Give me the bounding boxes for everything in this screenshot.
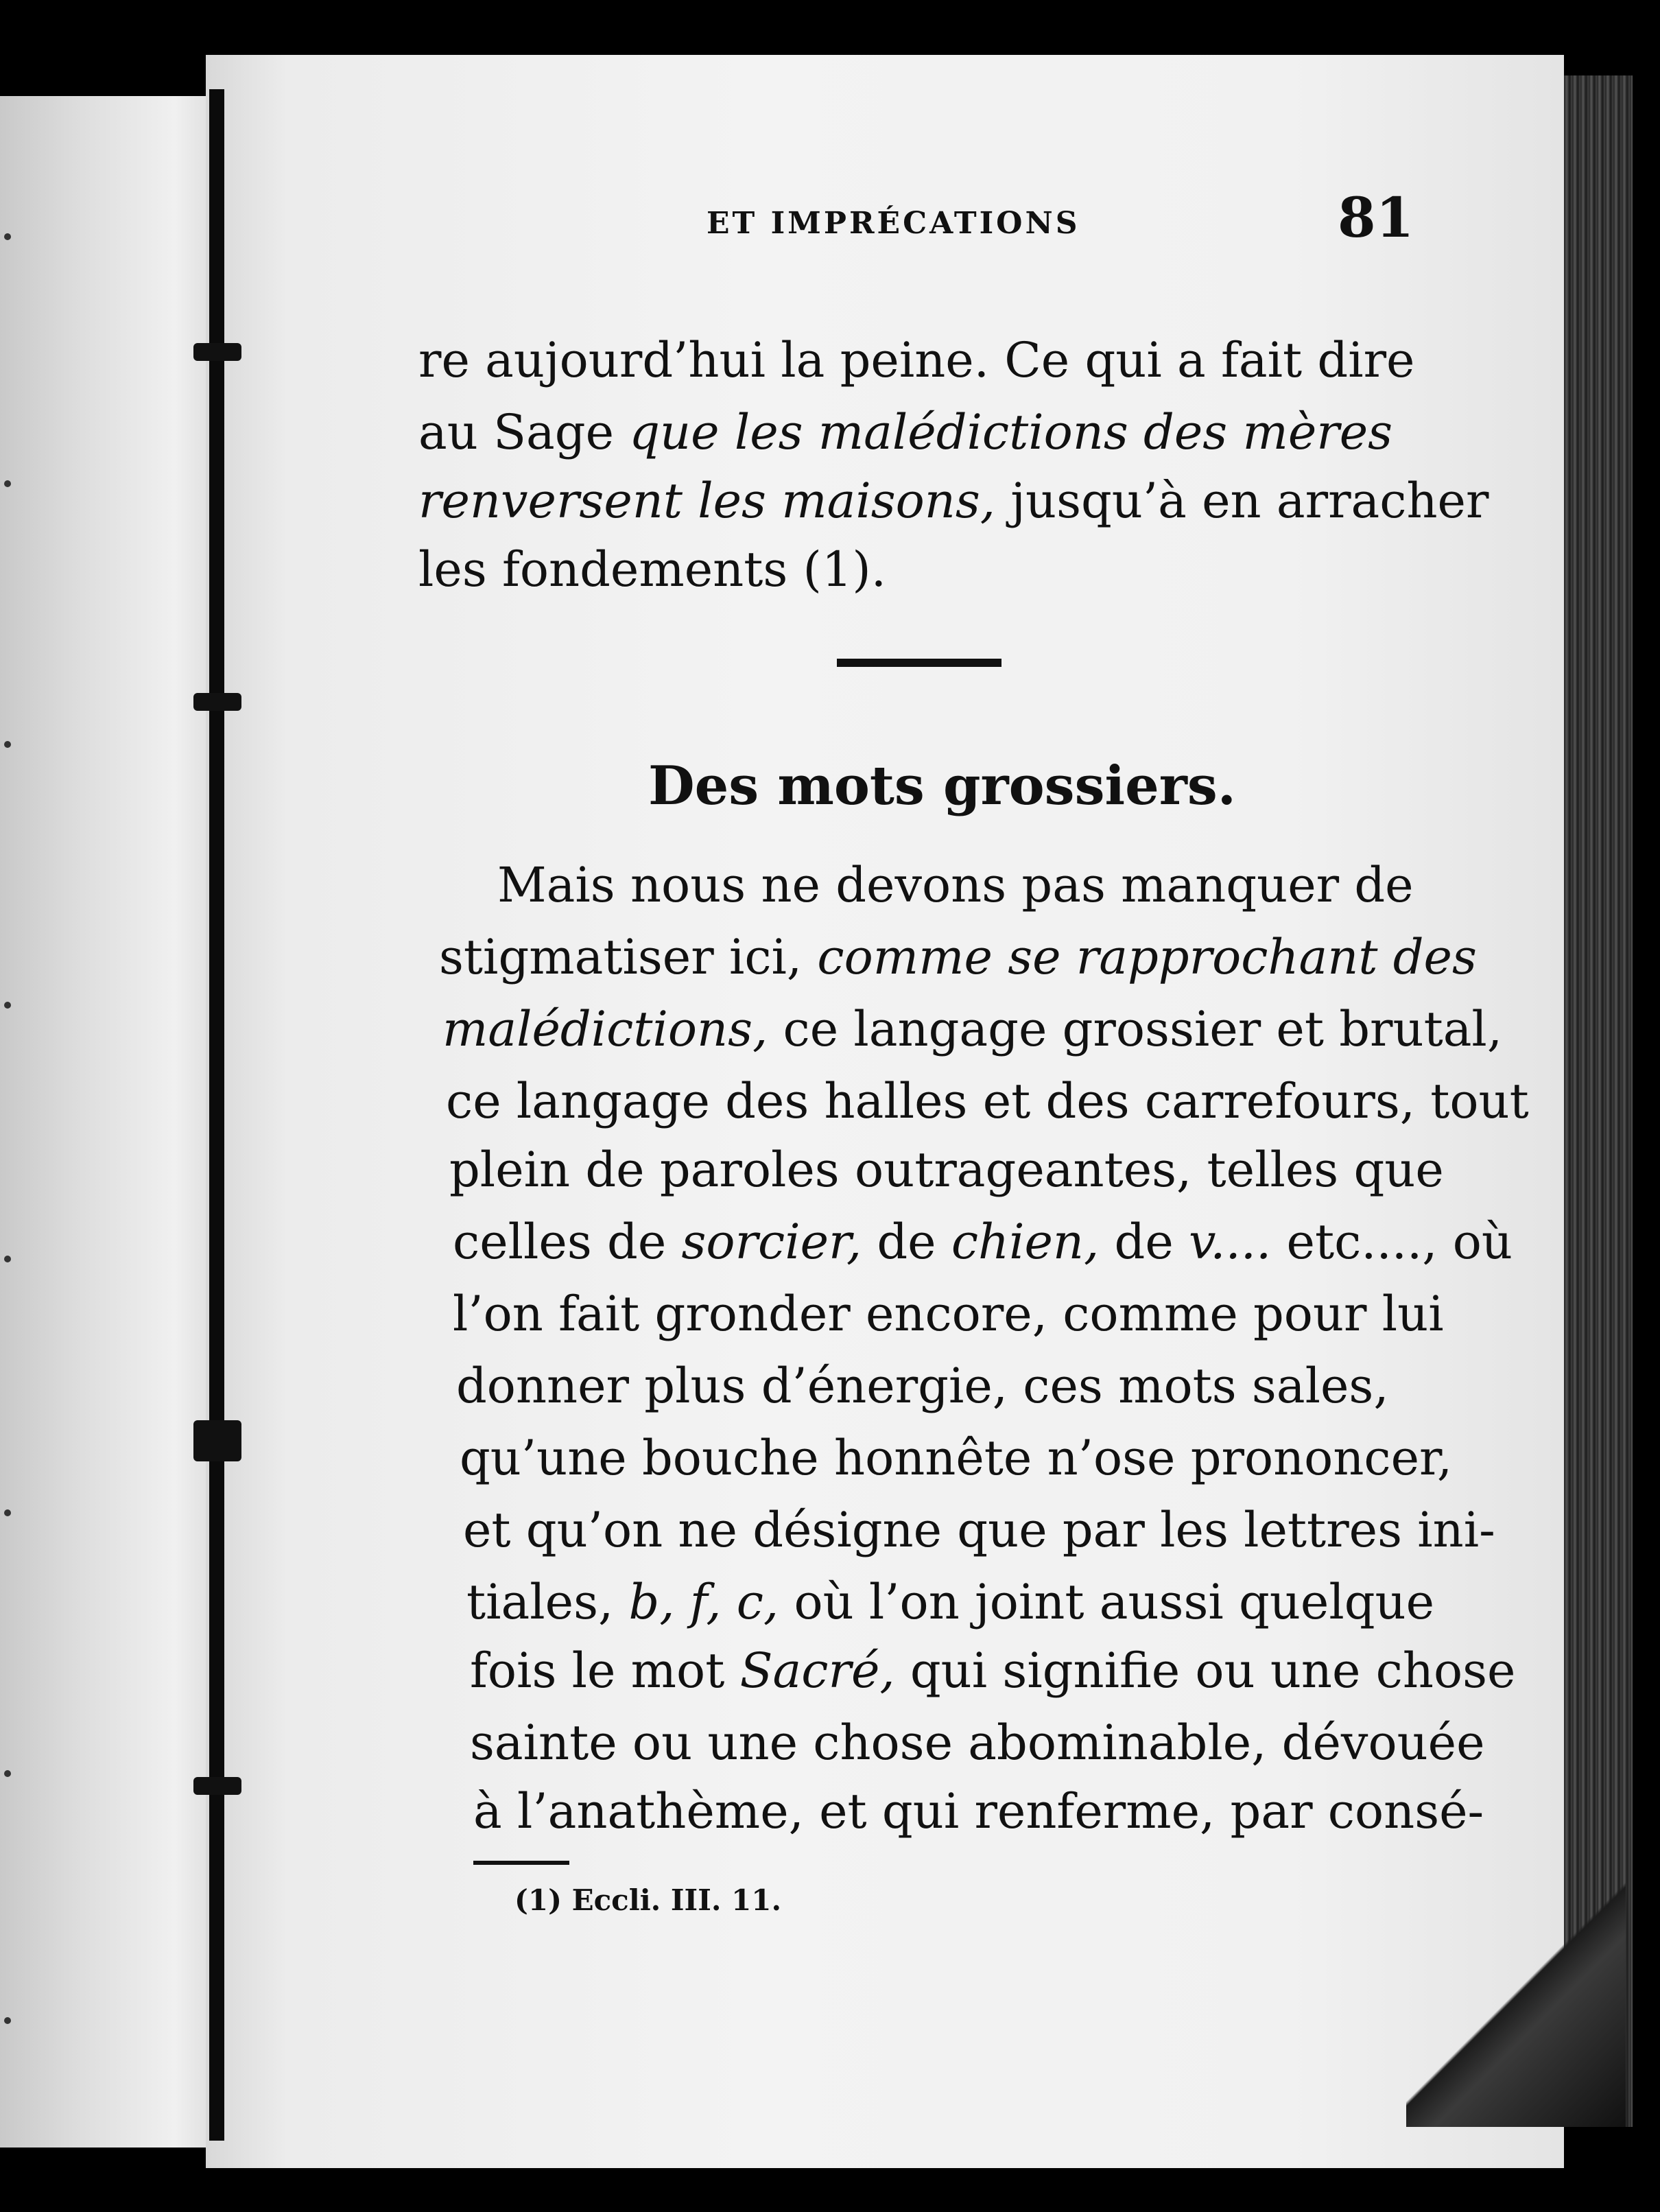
- text-span: où l’on joint aussi quelque: [779, 1574, 1435, 1630]
- text-line: [418, 332, 1415, 388]
- italic-span: Sacré,: [739, 1643, 895, 1699]
- text-span: qui signifie ou une chose: [894, 1643, 1516, 1699]
- text-span: de: [1099, 1214, 1189, 1270]
- text-line: [470, 1715, 1485, 1771]
- footnote: (1) Eccli. III. 11.: [514, 1883, 782, 1917]
- italic-span: v....: [1189, 1214, 1272, 1270]
- binding-gutter: [209, 89, 224, 2141]
- text-span: les fondements (1).: [418, 541, 886, 598]
- page-edges: [1564, 75, 1633, 2127]
- text-line: [418, 541, 886, 598]
- text-span: au Sage: [418, 404, 630, 460]
- text-line: [460, 1430, 1453, 1486]
- text-line: [470, 1643, 1516, 1699]
- text-line: [456, 1358, 1389, 1414]
- ink-speck: [4, 741, 11, 748]
- text-span: de: [862, 1214, 951, 1270]
- italic-span: comme se rapprochant des: [817, 929, 1477, 985]
- text-line: [473, 1783, 1484, 1839]
- text-span: Mais nous ne devons pas manquer de: [497, 857, 1414, 913]
- italic-span: renversent les maisons,: [418, 473, 996, 529]
- italic-span: b, f, c,: [628, 1574, 779, 1630]
- binding-stitch: [193, 693, 241, 711]
- italic-span: malédictions,: [442, 1001, 768, 1057]
- ink-speck: [4, 1509, 11, 1516]
- ink-speck: [4, 1770, 11, 1777]
- text-line: [439, 929, 1477, 985]
- text-span: fois le mot: [470, 1643, 740, 1699]
- text-span: qu’une bouche honnête n’ose prononcer,: [460, 1430, 1453, 1486]
- ink-speck: [4, 1002, 11, 1009]
- text-line: [466, 1574, 1435, 1630]
- text-span: etc...., où: [1271, 1214, 1513, 1270]
- italic-span: que les malédictions des mères: [629, 404, 1393, 460]
- text-line: [442, 1001, 1503, 1057]
- binding-stitch: [193, 1777, 241, 1795]
- text-span: sainte ou une chose abominable, dévouée: [470, 1715, 1485, 1771]
- text-line: [446, 1073, 1529, 1129]
- section-heading: Des mots grossiers.: [648, 755, 1236, 817]
- text-span: celles de: [453, 1214, 682, 1270]
- text-line: [418, 404, 1393, 460]
- italic-span: chien,: [951, 1214, 1100, 1270]
- text-span: jusqu’à en arracher: [995, 473, 1489, 529]
- text-span: donner plus d’énergie, ces mots sales,: [456, 1358, 1389, 1414]
- text-line: [418, 473, 1489, 529]
- text-span: plein de paroles outrageantes, telles que: [449, 1142, 1444, 1198]
- text-span: l’on fait gronder encore, comme pour lui: [453, 1286, 1444, 1342]
- ink-speck: [4, 233, 11, 240]
- text-line: [497, 857, 1414, 913]
- ink-speck: [4, 480, 11, 487]
- text-span: tiales,: [466, 1574, 629, 1630]
- text-span: re aujourd’hui la peine. Ce qui a fait dire: [418, 332, 1415, 388]
- binding-stitch: [193, 343, 241, 361]
- running-title: ET IMPRÉCATIONS: [707, 206, 1080, 241]
- ink-speck: [4, 2017, 11, 2024]
- text-line: [463, 1502, 1495, 1558]
- text-span: à l’anathème, et qui renferme, par consé-: [473, 1783, 1484, 1839]
- page-corner: [1406, 1866, 1626, 2127]
- binding-stitch: [193, 1420, 241, 1461]
- text-line: [449, 1142, 1444, 1198]
- italic-span: sorcier,: [681, 1214, 862, 1270]
- text-span: stigmatiser ici,: [439, 929, 818, 985]
- ink-speck: [4, 1256, 11, 1262]
- text-line: [453, 1214, 1513, 1270]
- previous-page-edge: [0, 96, 206, 2148]
- text-line: [453, 1286, 1444, 1342]
- text-span: ce langage des halles et des carrefours, tout: [446, 1073, 1529, 1129]
- text-span: et qu’on ne désigne que par les lettres ini-: [463, 1502, 1495, 1558]
- text-span: ce langage grossier et brutal,: [768, 1001, 1503, 1057]
- section-rule: [837, 659, 1001, 667]
- footnote-rule: [473, 1861, 569, 1865]
- page-number: 81: [1338, 185, 1414, 250]
